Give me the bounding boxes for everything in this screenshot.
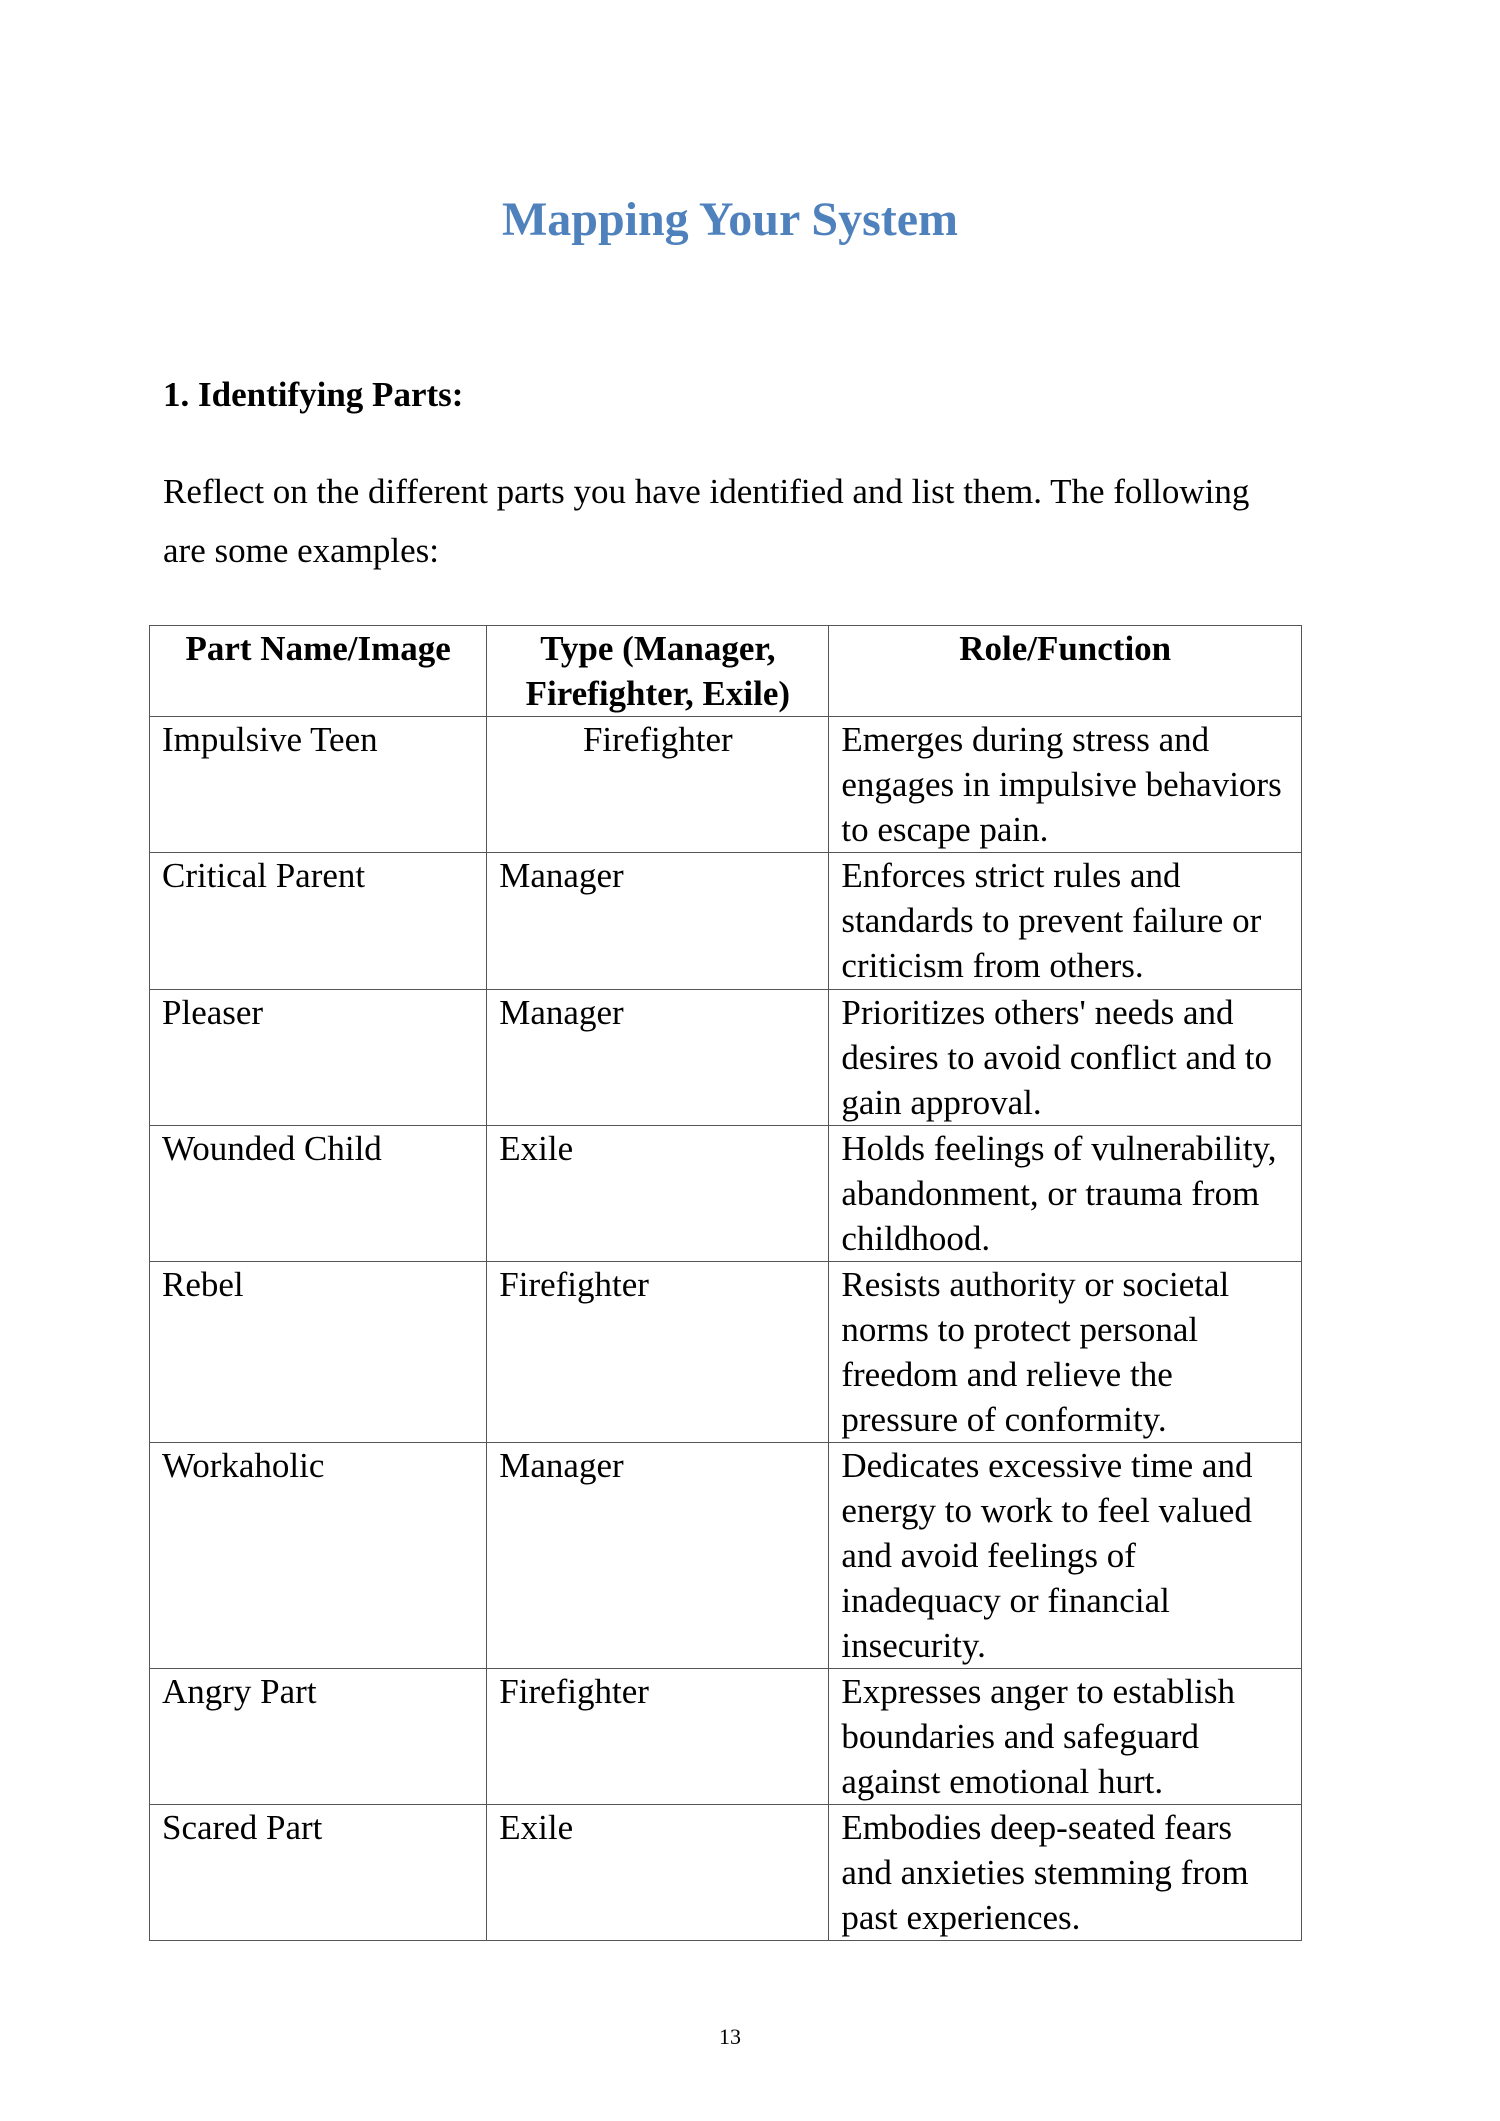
part-name-cell: Impulsive Teen: [150, 717, 487, 853]
part-name-cell: Angry Part: [150, 1669, 487, 1805]
section-heading: 1. Identifying Parts:: [163, 375, 464, 414]
type-cell: Exile: [487, 1126, 829, 1262]
type-cell: Firefighter: [487, 1262, 829, 1443]
page-number: 13: [719, 2024, 741, 2049]
page-title: Mapping Your System: [501, 193, 959, 246]
role-cell: Expresses anger to establish boundaries and safeguard against emotional hurt.: [829, 1669, 1302, 1805]
role-cell: Holds feelings of vulnerability, abandonment, or trauma from childhood.: [829, 1126, 1302, 1262]
table-row: [150, 990, 1302, 1126]
table-row: [150, 717, 1302, 853]
type-cell: Manager: [487, 990, 829, 1126]
role-cell: Resists authority or societal norms to protect personal freedom and relieve the pressure of conformity.: [829, 1262, 1302, 1443]
table-row: [150, 1805, 1302, 1941]
header-role: Role/Function: [829, 626, 1302, 717]
part-name-cell: Pleaser: [150, 990, 487, 1126]
part-name-cell: Wounded Child: [150, 1126, 487, 1262]
role-cell: Prioritizes others' needs and desires to avoid conflict and to gain approval.: [829, 990, 1302, 1126]
type-cell: Manager: [487, 1443, 829, 1669]
table-row: [150, 1126, 1302, 1262]
part-name-cell: Scared Part: [150, 1805, 487, 1941]
table-row: [150, 853, 1302, 990]
type-cell: Firefighter: [487, 1669, 829, 1805]
intro-paragraph: Reflect on the different parts you have identified and list them. The following are some examples:: [163, 472, 1250, 570]
table-row: [150, 1669, 1302, 1805]
role-cell: Dedicates excessive time and energy to work to feel valued and avoid feelings of inadequacy or financial insecurity.: [829, 1443, 1302, 1669]
header-part-name: Part Name/Image: [150, 626, 487, 717]
type-cell: Manager: [487, 853, 829, 990]
header-type: Type (Manager, Firefighter, Exile): [487, 626, 829, 717]
role-cell: Emerges during stress and engages in impulsive behaviors to escape pain.: [829, 717, 1302, 853]
table-row: [150, 1443, 1302, 1669]
type-cell: Firefighter: [487, 717, 829, 853]
part-name-cell: Workaholic: [150, 1443, 487, 1669]
role-cell: Embodies deep-seated fears and anxieties stemming from past experiences.: [829, 1805, 1302, 1941]
parts-table: [149, 625, 1302, 1941]
part-name-cell: Critical Parent: [150, 853, 487, 990]
table-header-row: [150, 626, 1302, 717]
role-cell: Enforces strict rules and standards to prevent failure or criticism from others.: [829, 853, 1302, 990]
type-cell: Exile: [487, 1805, 829, 1941]
table-row: [150, 1262, 1302, 1443]
part-name-cell: Rebel: [150, 1262, 487, 1443]
